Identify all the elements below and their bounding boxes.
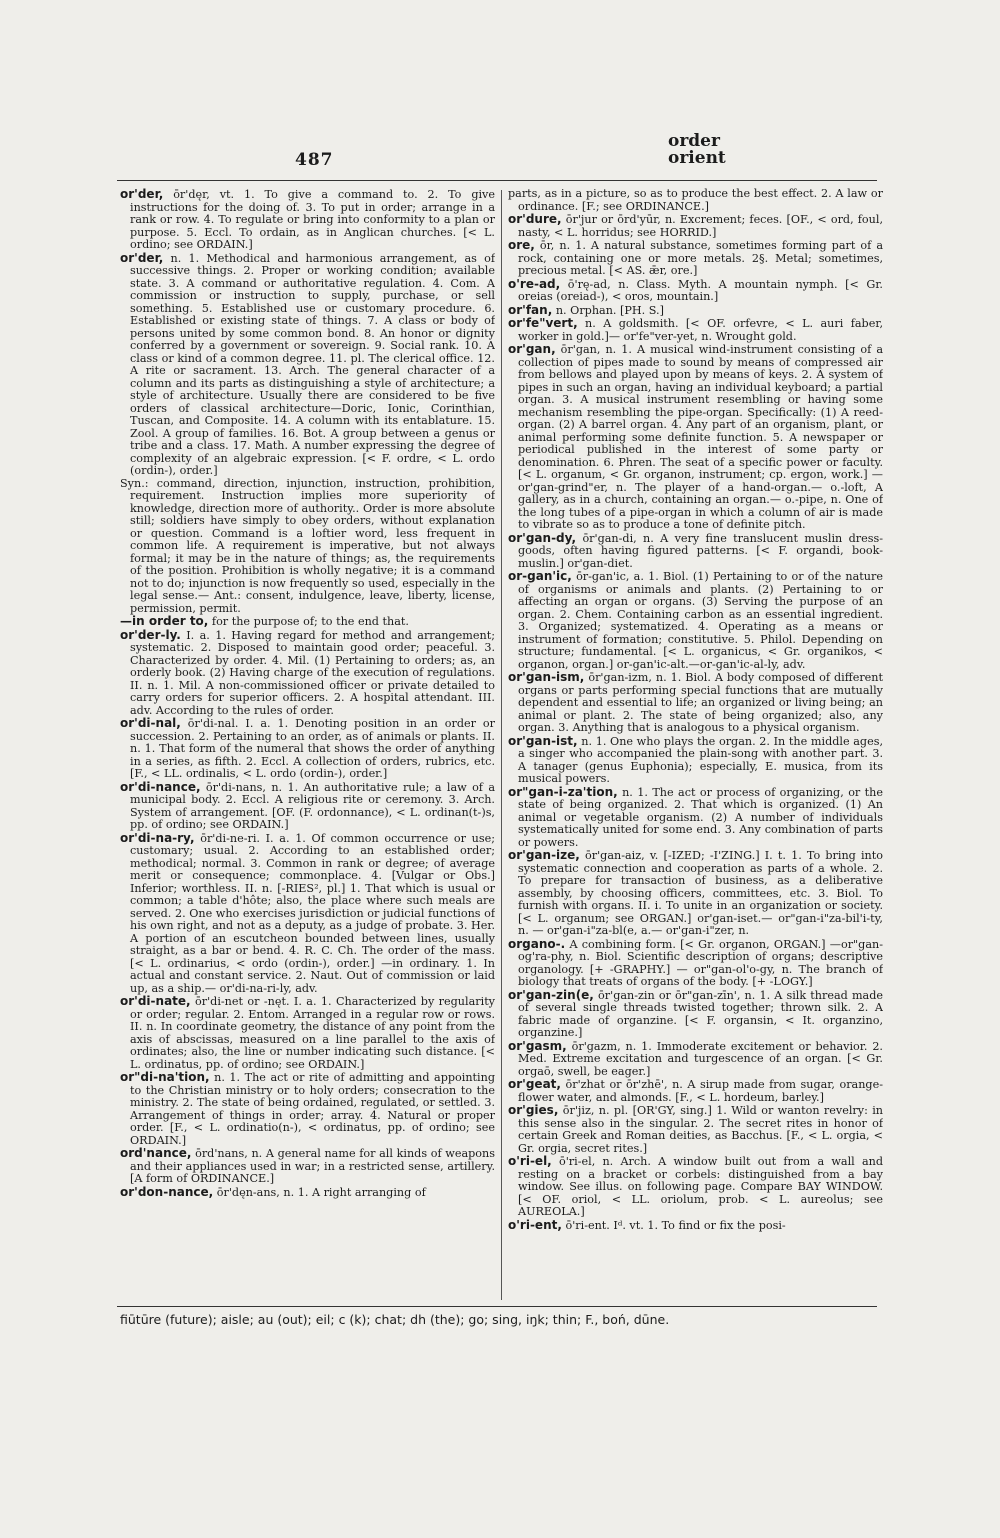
definition-text: ōr'gan, n. 1. A musical wind-instrument consisting of a collection of pipes made to sound by means of compressed air from bellows and played upon by means of keys. 2. A system of pipes in such an organ, having an individual keyboard; a partial organ. 3. A musical instrument resembling or having some mechanism resembling the pipe-organ. Specifically: (1) A reed-organ. (2) A barrel organ. 4. Any part of an organism, plant, or animal performing some definite function. 5. A newspaper or periodical published in the interest of some party or denomination. 6. Phren. The seat of a specific power or faculty. [< L. organum, < Gr. organon, instrument; cp. ergon, work.] —or'gan-grind"er, n. The player of a hand-organ.— o.-loft, A gallery, as in a church, containing an organ.— o.-pipe, n. One of the long tubes of a pipe-organ in which a column of air is made to vibrate so as to produce a tone of definite pitch.	[518, 343, 883, 531]
definition-text: ōrd'nans, n. A general name for all kinds of weapons and their appliances used in war; in a restricted sense, artillery. [A form of ORDINANCE.]	[130, 1147, 495, 1185]
dictionary-entry	[508, 989, 883, 1040]
definition-text: ōr'gan-izm, n. 1. Biol. A body composed of different organs or parts performing special functions that are mutually dependent and essential to life; an organized or living being; an animal or plant. 2. The state of being organized; also, any organ. 3. Anything that is analogous to a physical organism.	[518, 671, 883, 734]
definition-text: ōr'gan-zin or ōr"gan-zīn', n. 1. A silk thread made of several single threads twisted together; thrown silk. 2. A fabric made of organzine. [< F. organsin, < It. organzino, organzine.]	[518, 988, 883, 1039]
right-column	[508, 188, 883, 1298]
pronunciation-key: fiūtūre (future); aisle; au (out); eil; c (k); chat; dh (the); go; sing, iŋk; thin; F., boń, dūne.	[120, 1312, 670, 1327]
headword: or'gasm,	[508, 1038, 567, 1053]
dictionary-entry	[120, 252, 495, 478]
definition-text: ōr'di-net or -nęt. I. a. 1. Characterized by regularity or order; regular. 2. Entom. Arranged in a regular row or rows. II. n. In coordinate geometry, the distance of any point from the axis of abscissas, measured on a line parallel to the axis of ordinates; also, the line or number indicating such distance. [< L. ordinatus, pp. of ordino; see ORDAIN.]	[130, 995, 495, 1071]
headword: —in order to,	[120, 614, 209, 628]
definition-text: n. 1. The act or rite of admitting and appointing to the Christian ministry or to holy orders; consecration to the ministry. 2. The state of being ordained, regulated, or settled. 3. Arrangement of things in order; array. 4. Natural or proper order. [F., < L. ordinatio(n-), < ordinatus, pp. of ordino; see ORDAIN.]	[130, 1071, 495, 1147]
definition-text: ōr'zhat or ōr'zhē', n. A sirup made from sugar, orange-flower water, and almonds. [F., < L. hordeum, barley.]	[518, 1078, 883, 1104]
definition-text: ōr'jur or ōrd'yūr, n. Excrement; feces. [OF., < ord, foul, nasty, < L. horridus; see HORRID.]	[518, 213, 883, 239]
definition-text: parts, as in a picture, so as to produce the best effect. 2. A law or ordinance. [F.; see ORDINANCE.]	[508, 188, 883, 213]
headword: or'don-nance,	[120, 1184, 214, 1199]
headword: ore,	[508, 238, 535, 252]
dictionary-entry	[508, 570, 883, 671]
footer-rule	[117, 1306, 877, 1307]
definition-text: n. 1. One who plays the organ. 2. In the middle ages, a singer who accompanied the plain-song with another part. 3. A tanager (genus Euphonia); especially, E. musica, from its musical powers.	[518, 734, 883, 785]
definition-text: ōr'jiz, n. pl. [OR'GY, sing.] 1. Wild or wanton revelry: in this sense also in the singular. 2. The secret rites in honor of certain Greek and Roman deities, as Bacchus. [F., < L. orgia, < Gr. orgia, secret rites.]	[518, 1104, 883, 1155]
definition-text: n. A goldsmith. [< OF. orfevre, < L. auri faber, worker in gold.]— or'fe"ver-yet, n. Wrought gold.	[518, 317, 883, 343]
dictionary-entry	[508, 239, 883, 278]
dictionary-entry	[508, 1219, 883, 1233]
definition-text: n. Orphan. [PH. S.]	[555, 303, 664, 317]
header-rule	[117, 180, 877, 181]
dictionary-entry	[508, 849, 883, 938]
definition-text: ōr'dęr, vt. 1. To give a command to. 2. To give instructions for the doing of. 3. To put in order; arrange in a rank or row. 4. To regulate or bring into conformity to a plan or purpose. 5. Eccl. To ordain, as in Anglican churches. [< L. ordino; see ORDAIN.]	[130, 188, 495, 251]
dictionary-entry	[120, 1186, 495, 1200]
definition-text: ō'ri-ent. Iᵈ. vt. 1. To find or fix the posi-	[565, 1218, 786, 1232]
headword: or'gan-zin(e,	[508, 987, 594, 1002]
dictionary-entry	[120, 995, 495, 1071]
headword: or"di-na'tion,	[120, 1070, 210, 1084]
definition-text: I. a. 1. Having regard for method and arrangement; systematic. 2. Disposed to maintain good order; peaceful. 3. Characterized by order. 4. Mil. (1) Pertaining to orders; as, an orderly book. (2) Having charge of the execution of regulations. II. n. 1. Mil. A non-commissioned officer or private detailed to carry orders for superior officers. 2. A hospital attendant. III. adv. According to the rules of order.	[130, 628, 495, 717]
definition-text: ōr-gan'ic, a. 1. Biol. (1) Pertaining to or of the nature of organisms or animals and plants. (2) Pertaining to or affecting an organ or organs. (3) Serving the purpose of an organ. 2. Chem. Containing carbon as an essential ingredient. 3. Organized; systematized. 4. Operating as a means or instrument of formation; constitutive. 5. Philol. Depending on structure; fundamental. [< L. organicus, < Gr. organikos, < organon, organ.] or-gan'ic-alt.—or-gan'ic-al-ly, adv.	[518, 570, 883, 671]
definition-text: ōr'dęn-ans, n. 1. A right arranging of	[216, 1185, 426, 1199]
dictionary-entry	[508, 343, 883, 532]
definition-text: ōr'di-nans, n. 1. An authoritative rule; a law of a municipal body. 2. Eccl. A religious rite or ceremony. 3. Arch. System of arrangement. [OF. (F. ordonnance), < L. ordinan(t-)s, pp. of ordino; see ORDAIN.]	[130, 780, 495, 831]
dictionary-entry	[508, 213, 883, 239]
headword: or'der,	[120, 188, 164, 201]
dictionary-entry	[120, 615, 495, 629]
dictionary-entry	[120, 188, 495, 252]
definition-text: ōr'gazm, n. 1. Immoderate excitement or behavior. 2. Med. Extreme excitation and turgescence of an organ. [< Gr. orgaō, swell, be eager.]	[518, 1039, 883, 1078]
headword: or'der,	[120, 250, 164, 265]
headword: or'di-nance,	[120, 779, 201, 794]
definition-text: ōr'di-ne-ri. I. a. 1. Of common occurrence or use; customary; usual. 2. According to an established order; methodical; normal. 3. Common in rank or degree; of average merit or consequence; commonplace. 4. [Vulgar or Obs.] Inferior; worthless. II. n. [-RIES², pl.] 1. That which is usual or common; a table d'hôte; also, the place where such meals are served. 2. One who exercises jurisdiction or judicial functions of his own right, and not as a deputy, as a judge of probate. 3. Her. A portion of an escutcheon bounded between lines, usually straight, as a bar or bend. 4. R. C. Ch. The order of the mass. [< L. ordinarius, < ordo (ordin-), order.] —in ordinary. 1. In actual and constant service. 2. Naut. Out of commission or laid up, as a ship.— or'di-na-ri-ly, adv.	[130, 831, 495, 995]
dictionary-entry	[120, 629, 495, 718]
headword: or'fe"vert,	[508, 316, 578, 330]
dictionary-entry	[508, 671, 883, 735]
definition-text: A combining form. [< Gr. organon, ORGAN.] —or"gan-og'ra-phy, n. Biol. Scientific description of organs; descriptive organology. [+ -GRAPHY.] — or"gan-ol'o-gy, n. The branch of biology that treats of organs of the body. [+ -LOGY.]	[518, 937, 883, 988]
dictionary-entry	[508, 735, 883, 786]
headword: or'der-ly.	[120, 627, 181, 642]
headword: or'geat,	[508, 1077, 561, 1091]
headword: o're-ad,	[508, 276, 561, 291]
definition-text: for the purpose of; to the end that.	[211, 615, 409, 628]
dictionary-entry	[508, 532, 883, 571]
dictionary-entry	[508, 304, 883, 318]
dictionary-entry	[508, 1104, 883, 1155]
dictionary-entry	[508, 1040, 883, 1079]
headword: ord'nance,	[120, 1146, 192, 1160]
dictionary-entry	[508, 938, 883, 989]
dictionary-entry	[120, 1071, 495, 1147]
dictionary-entry	[508, 188, 883, 213]
dictionary-entry	[508, 1155, 883, 1219]
headword: or'fan,	[508, 302, 553, 317]
definition-text: n. 1. The act or process of organizing, or the state of being organized. 2. That which is organized. (1) An animal or vegetable organism. (2) A number of individuals systematically united for some end. 3. Any combination of parts or powers.	[518, 785, 883, 849]
dictionary-entry	[508, 317, 883, 343]
headword: or'gies,	[508, 1103, 559, 1117]
headword: o'ri-el,	[508, 1154, 552, 1168]
dictionary-entry	[120, 832, 495, 996]
headword: or'di-nate,	[120, 994, 191, 1008]
definition-text: ō'ri-el, n. Arch. A window built out from a wall and resting on a bracket or corbels: distinguished from a bay window. See illus. on following page. Compare BAY WINDOW. [< OF. oriol, < LL. oriolum, prob. < L. aureolus; see AUREOLA.]	[518, 1155, 883, 1218]
definition-text: ō'rę-ad, n. Class. Myth. A mountain nymph. [< Gr. oreias (oreiad-), < oros, mountain.]	[518, 277, 883, 303]
headword: or'dure,	[508, 212, 562, 226]
definition-text: ōr'gan-aiz, v. [-IZED; -I'ZING.] I. t. 1. To bring into systematic connection and cooperation as parts of a whole. 2. To prepare for transaction of business, as a deliberative assembly, by choosing officers, committees, etc. 3. Biol. To furnish with organs. II. i. To unite in an organization or society. [< L. organum; see ORGAN.] or'gan-iset.— or"gan-i"za-bil'i-ty, n. — or'gan-i"za-bl(e, a.— or'gan-i"zer, n.	[518, 849, 883, 937]
headword: or'gan-dy,	[508, 530, 577, 545]
definition-text: ōr'di-nal. I. a. 1. Denoting position in an order or succession. 2. Pertaining to an order, as of animals or plants. II. n. 1. That form of the numeral that shows the order of anything in a series, as fifth. 2. Eccl. A collection of orders, rubrics, etc. [F., < LL. ordinalis, < L. ordo (ordin-), order.]	[130, 717, 495, 780]
page-number: 487	[295, 150, 334, 170]
headword: organo-.	[508, 936, 566, 951]
headword: or'gan-ist,	[508, 733, 578, 748]
dictionary-entry	[508, 786, 883, 850]
headword: or'gan-ism,	[508, 670, 585, 684]
dictionary-entry	[120, 717, 495, 781]
headword: or"gan-i-za'tion,	[508, 784, 618, 799]
column-divider	[501, 190, 502, 1300]
guide-word-first: order	[668, 131, 720, 151]
dictionary-entry	[120, 781, 495, 832]
left-column	[120, 188, 495, 1298]
definition-text: Syn.: command, direction, injunction, instruction, prohibition, requirement. Instruction implies more superiority of knowledge, direction more of authority.. Order is more absolute still; soldiers have simply to obey orders, without explanation or question. Command is a loftier word, less frequent in common life. A requirement is imperative, but not always formal; it may be in the nature of things; as, the requirements of the position. Prohibition is wholly negative; it is a command not to do; injunction is now frequently so used, especially in the legal sense.— Ant.: consent, indulgence, leave, liberty, license, permission, permit.	[120, 476, 495, 615]
headword: o'ri-ent,	[508, 1217, 562, 1232]
guide-word-last: orient	[668, 148, 726, 168]
headword: or'di-na-ry,	[120, 830, 195, 845]
headword: or'gan,	[508, 342, 556, 356]
headword: or-gan'ic,	[508, 569, 572, 583]
guide-words	[668, 133, 726, 167]
headword: or'gan-ize,	[508, 848, 580, 862]
headword: or'di-nal,	[120, 716, 181, 730]
dictionary-entry	[120, 1147, 495, 1186]
dictionary-entry	[508, 1078, 883, 1104]
definition-text: ōr, n. 1. A natural substance, sometimes forming part of a rock, containing one or more metals. 2§. Metal; sometimes, precious metal. [< AS. ǣr, ore.]	[518, 239, 883, 277]
definition-text: n. 1. Methodical and harmonious arrangement, as of successive things. 2. Proper or working condition; available state. 3. A command or authoritative regulation. 4. Com. A commission or instruction to supply, purchase, or sell something. 5. Established use or customary procedure. 6. Established or existing state of things. 7. A class or body of persons united by some common bond. 8. An honor or dignity conferred by a government or sovereign. 9. Social rank. 10. A class or kind of a common degree. 11. pl. The clerical office. 12. A rite or sacrament. 13. Arch. The general character of a column and its parts as distinguishing a style of architecture; a style of architecture. Usually there are considered to be five orders of classical architecture—Doric, Ionic, Corinthian, Tuscan, and Composite. 14. A column with its entablature. 15. Zool. A group of families. 16. Bot. A group between a genus or tribe and a class. 17. Math. A number expressing the degree of complexity of an algebraic expression. [< F. ordre, < L. ordo (ordin-), order.]	[130, 251, 495, 477]
dictionary-entry	[120, 478, 495, 616]
dictionary-entry	[508, 278, 883, 304]
definition-text: ōr'gan-di, n. A very fine translucent muslin dress-goods, often having figured patterns. [< F. organdi, book-muslin.] or'gan-diet.	[518, 531, 883, 570]
